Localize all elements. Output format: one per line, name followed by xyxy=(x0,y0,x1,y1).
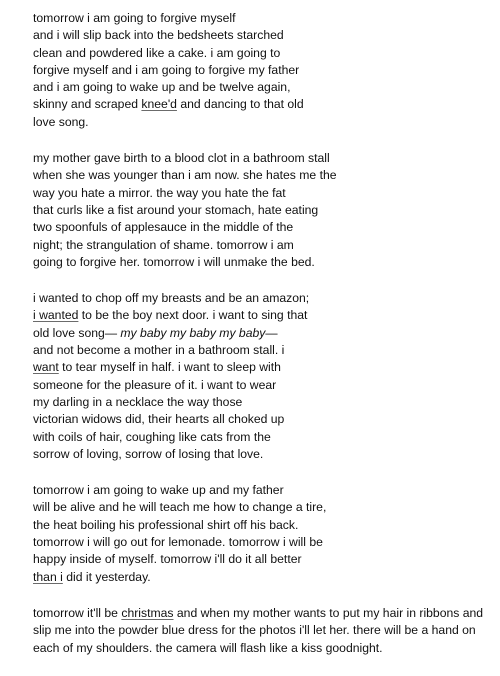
line-segment: did it yesterday. xyxy=(62,569,151,584)
poem-line: with coils of hair, coughing like cats from the xyxy=(33,429,271,444)
poem-line: my darling in a necklace the way those xyxy=(33,394,243,409)
underlined-phrase: knee'd xyxy=(141,97,177,112)
poem-line: forgive myself and i am going to forgive my father xyxy=(33,62,300,77)
poem-line: and not become a mother in a bathroom stall. i xyxy=(33,343,285,358)
line-segment: and when my mother wants to put my hair in ribbons and xyxy=(173,605,484,620)
line-segment: — xyxy=(265,325,278,340)
poem-line xyxy=(33,96,495,113)
poem-line: when she was younger than i am now. she hates me the xyxy=(33,168,337,183)
poem-line xyxy=(33,359,495,376)
poem-stanza xyxy=(33,150,495,271)
underlined-phrase: christmas xyxy=(121,605,174,620)
underlined-phrase: than i xyxy=(33,569,63,584)
poem-line: the heat boiling his professional shirt off his back. xyxy=(33,517,299,532)
poem-line: each of my shoulders. the camera will flash like a kiss goodnight. xyxy=(33,640,383,655)
poem-line: night; the strangulation of shame. tomorrow i am xyxy=(33,237,294,252)
line-segment: and dancing to that old xyxy=(176,97,304,112)
poem-stanza xyxy=(33,290,495,463)
poem-line xyxy=(33,307,495,324)
poem-line xyxy=(33,605,495,622)
line-segment: old love song— xyxy=(33,325,121,340)
poem-line: tomorrow i am going to forgive myself xyxy=(33,11,236,25)
poem-stanza xyxy=(33,482,495,586)
italic-phrase: my baby my baby my baby xyxy=(120,325,266,340)
poem-line: my mother gave birth to a blood clot in a bathroom stall xyxy=(33,151,330,166)
underlined-phrase: i wanted xyxy=(33,308,79,323)
poem-line: happy inside of myself. tomorrow i'll do it all better xyxy=(33,552,302,567)
poem-line: going to forgive her. tomorrow i will unmake the bed. xyxy=(33,254,315,269)
poem-line: victorian widows did, their hearts all choked up xyxy=(33,412,285,427)
line-segment: tomorrow it'll be xyxy=(33,605,122,620)
poem-line: will be alive and he will teach me how to change a tire, xyxy=(33,500,327,515)
poem-line: tomorrow i will go out for lemonade. tomorrow i will be xyxy=(33,535,323,550)
line-segment: to tear myself in half. i want to sleep with xyxy=(58,360,281,375)
poem-line: clean and powdered like a cake. i am going to xyxy=(33,45,281,60)
poem-stanza xyxy=(33,605,495,657)
poem-stanza xyxy=(33,10,495,131)
poem-line: and i am going to wake up and be twelve again, xyxy=(33,80,291,95)
poem-document xyxy=(33,10,495,676)
poem-line: and i will slip back into the bedsheets starched xyxy=(33,28,284,43)
poem-line: way you hate a mirror. the way you hate the fat xyxy=(33,185,286,200)
poem-line: someone for the pleasure of it. i want to wear xyxy=(33,377,277,392)
poem-line: love song. xyxy=(33,114,89,129)
poem-line xyxy=(33,325,495,342)
line-segment: skinny and scraped xyxy=(33,97,142,112)
line-segment: to be the boy next door. i want to sing that xyxy=(78,308,308,323)
poem-line xyxy=(33,569,495,586)
poem-line: tomorrow i am going to wake up and my father xyxy=(33,483,284,498)
poem-line: slip me into the powder blue dress for the photos i'll let her. there will be a hand on xyxy=(33,623,476,638)
poem-line: i wanted to chop off my breasts and be an amazon; xyxy=(33,291,310,306)
underlined-phrase: want xyxy=(33,360,59,375)
poem-line: sorrow of loving, sorrow of losing that love. xyxy=(33,446,264,461)
poem-line: two spoonfuls of applesauce in the middle of the xyxy=(33,220,294,235)
poem-line: that curls like a fist around your stomach, hate eating xyxy=(33,202,319,217)
